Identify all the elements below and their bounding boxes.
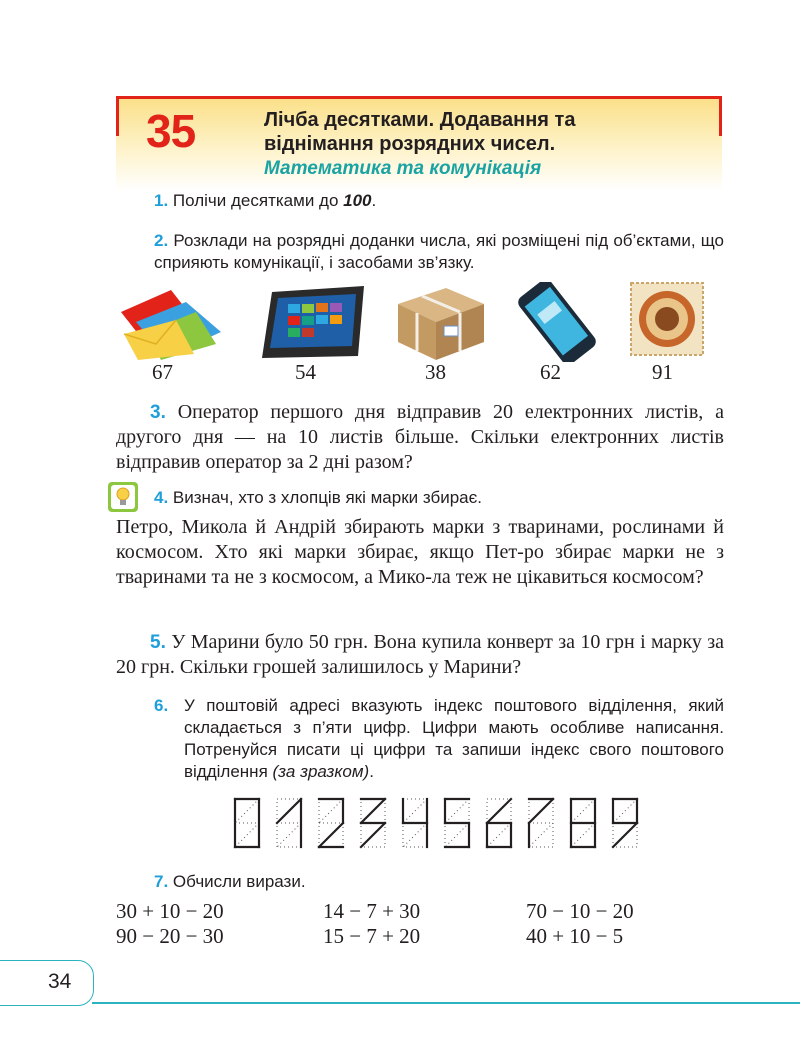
picture-number-2: 54 [295, 360, 316, 384]
task-2-text: Розклади на розрядні доданки числа, які розміщені під об’єктами, що сприяють комунікації, і засобами зв’язку. [154, 231, 724, 272]
postal-digit-6 [484, 796, 514, 848]
postal-digit-3 [358, 796, 388, 848]
postal-digit-2 [316, 796, 346, 848]
expression-2-3: 40 + 10 − 5 [526, 924, 624, 948]
task-4-number: 4. [154, 488, 169, 507]
task-3 [116, 400, 724, 475]
task-5-number: 5. [150, 632, 166, 653]
task-1-bold: 100 [343, 191, 372, 210]
lesson-title [264, 108, 704, 156]
task-7-text: Обчисли вирази. [172, 872, 306, 891]
picture-number-3: 38 [425, 360, 446, 384]
task-1-end: . [371, 191, 377, 210]
expression-1-2: 14 − 7 + 30 [323, 899, 421, 923]
stamp-icon [630, 282, 704, 362]
banner-right-border [719, 96, 722, 136]
footer-line [92, 1002, 800, 1004]
task-5 [116, 630, 724, 680]
task-6-number: 6. [154, 696, 169, 715]
postal-digit-9 [610, 796, 640, 848]
picture-number-1: 67 [152, 360, 173, 384]
postal-digit-1 [274, 796, 304, 848]
postal-digit-5 [442, 796, 472, 848]
lesson-title-line1: Лічба десятками. Додавання та [264, 109, 576, 131]
task-2 [154, 230, 724, 274]
task-6 [184, 695, 724, 783]
lightbulb-icon [108, 482, 138, 512]
task-2-number: 2. [154, 231, 169, 250]
parcel-icon [394, 282, 486, 362]
task-6-text: У поштовій адресі вказують індекс поштового відділення, який складається з п’яти цифр. Цифри мають особливе написання. Потренуйся писати ці цифри та запиши індекс свого поштового відділення [184, 696, 724, 781]
task-7-number: 7. [154, 872, 169, 891]
banner-left-border [116, 96, 119, 136]
picture-number-5: 91 [652, 360, 673, 384]
task-1-number: 1. [154, 191, 169, 210]
task-7 [154, 871, 306, 893]
postal-digit-7 [526, 796, 556, 848]
lesson-number: 35 [146, 105, 196, 157]
page-number-tab [0, 960, 94, 1006]
task-3-text: Оператор першого дня відправив 20 електронних листів, а другого дня — на 10 листів більше. Скільки електронних листів відправив оператор за 2 дні разом? [116, 401, 724, 473]
task-5-text: У Марини було 50 грн. Вона купила конверт за 10 грн і марку за 20 грн. Скільки грошей залишилось у Марини? [116, 631, 724, 678]
phone-icon [512, 282, 602, 362]
task-4-head: Визнач, хто з хлопців які марки збирає. [172, 488, 483, 507]
task-1-text: Полічи десятками до [172, 191, 344, 210]
envelopes-icon [116, 282, 226, 362]
task-6-italic: (за зразком) [272, 762, 370, 781]
tablet-icon [258, 282, 368, 362]
expression-2-1: 90 − 20 − 30 [116, 924, 224, 948]
task-3-number: 3. [150, 402, 166, 423]
task-6-end: . [369, 762, 374, 781]
postal-digit-8 [568, 796, 598, 848]
task-4-heading [154, 487, 482, 509]
picture-number-4: 62 [540, 360, 561, 384]
postal-digit-0 [232, 796, 262, 848]
page-number: 34 [48, 970, 72, 993]
postal-digit-4 [400, 796, 430, 848]
task-1 [154, 190, 376, 212]
expression-1-3: 70 − 10 − 20 [526, 899, 634, 923]
lesson-title-line2: віднімання розрядних чисел. [264, 133, 556, 155]
expression-1-1: 30 + 10 − 20 [116, 899, 224, 923]
lesson-subtitle: Математика та комунікація [264, 158, 542, 179]
task-4-text: Петро, Микола й Андрій збирають марки з тваринами, рослинами й космосом. Хто які марки збирає, якщо Пет-ро збирає марки не з тваринами та не з космосом, а Мико-ла теж не цікавиться космосом? [116, 516, 724, 588]
expression-2-2: 15 − 7 + 20 [323, 924, 421, 948]
